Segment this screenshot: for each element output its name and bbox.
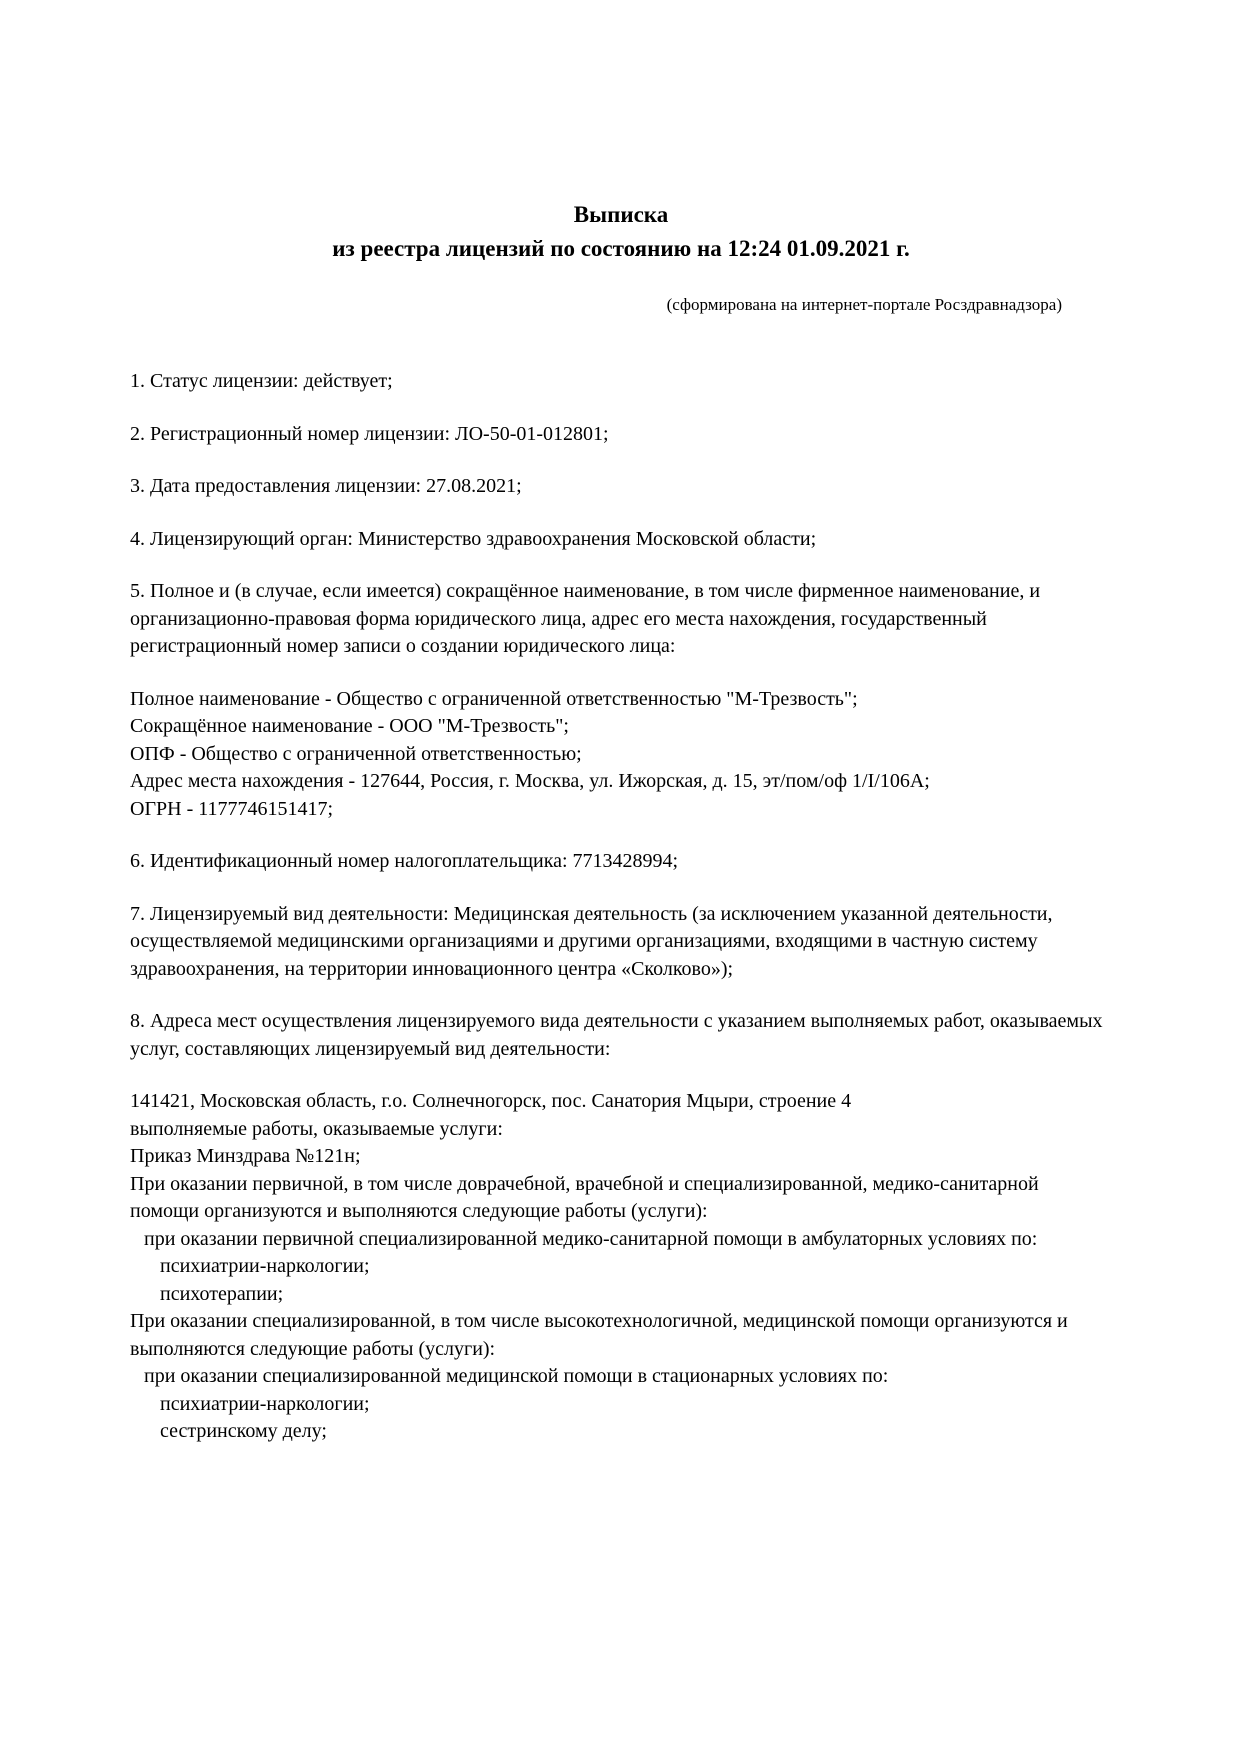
- org-full-name-line: Полное наименование - Общество с ограниченной ответственностью "М-Трезвость";: [130, 687, 858, 710]
- psychiatry-narcology-item-2: психиатрии-наркологии;: [160, 1392, 370, 1415]
- ministry-order-line: Приказ Минздрава №121н;: [130, 1145, 361, 1167]
- org-details-block: [130, 686, 1112, 824]
- licensing-authority-line: 4. Лицензирующий орган: Министерство здравоохранения Московской области;: [130, 527, 817, 550]
- specialized-inpatient-line: при оказании специализированной медицинской помощи в стационарных условиях по:: [144, 1365, 889, 1387]
- org-ogrn-line: ОГРН - 1177746151417;: [130, 797, 334, 820]
- activity-address-block: [130, 1088, 1112, 1446]
- title-line-1: Выписка: [573, 202, 669, 227]
- psychiatry-narcology-item: психиатрии-наркологии;: [160, 1255, 370, 1277]
- licensed-activity-line: 7. Лицензируемый вид деятельности: Медицинская деятельность (за исключением указанной деятельности, осуществляемой медицинскими организациями и другими организациями, входящими в частную систему здравоохранения, на территории инновационного центра «Сколково»);: [130, 902, 1053, 980]
- org-address-line: Адрес места нахождения - 127644, Россия, г. Москва, ул. Ижорская, д. 15, эт/пом/оф 1/I/106А;: [130, 770, 930, 792]
- license-reg-number-line: 2. Регистрационный номер лицензии: ЛО-50-01-012801;: [130, 422, 609, 445]
- org-name-heading: 5. Полное и (в случае, если имеется) сокращённое наименование, в том числе фирменное наименование, и организационно-правовая форма юридического лица, адрес его места нахождения, государственный регистрационный номер записи о создании юридического лица:: [130, 580, 1041, 657]
- primary-care-intro-line: При оказании первичной, в том числе доврачебной, врачебной и специализированной, медико-санитарной помощи организуются и выполняются следующие работы (услуги):: [130, 1172, 1039, 1222]
- document-body: [130, 368, 1112, 1446]
- org-short-name-line: Сокращённое наименование - ООО "М-Трезвость";: [130, 715, 569, 737]
- primary-specialized-outpatient-line: при оказании первичной специализированной медико-санитарной помощи в амбулаторных условиях по:: [144, 1227, 1038, 1250]
- document-title: [130, 198, 1112, 266]
- formation-note: (сформирована на интернет-портале Росздравнадзора): [666, 295, 1062, 314]
- org-legal-form-line: ОПФ - Общество с ограниченной ответственностью;: [130, 742, 582, 765]
- activity-address-line: 141421, Московская область, г.о. Солнечногорск, пос. Санатория Мцыри, строение 4: [130, 1090, 852, 1112]
- nursing-item: сестринскому делу;: [160, 1420, 327, 1442]
- taxpayer-inn-line: 6. Идентификационный номер налогоплательщика: 7713428994;: [130, 850, 679, 872]
- title-line-2: из реестра лицензий по состоянию на 12:24 01.09.2021 г.: [332, 236, 910, 261]
- psychotherapy-item: психотерапии;: [160, 1282, 284, 1305]
- activity-addresses-heading: 8. Адреса мест осуществления лицензируемого вида деятельности с указанием выполняемых работ, оказываемых услуг, составляющих лицензируемый вид деятельности:: [130, 1010, 1103, 1060]
- license-grant-date-line: 3. Дата предоставления лицензии: 27.08.2021;: [130, 475, 522, 497]
- works-services-label: выполняемые работы, оказываемые услуги:: [130, 1117, 503, 1140]
- license-status-line: 1. Статус лицензии: действует;: [130, 370, 393, 392]
- specialized-care-intro-line: При оказании специализированной, в том числе высокотехнологичной, медицинской помощи организуются и выполняются следующие работы (услуги):: [130, 1310, 1068, 1360]
